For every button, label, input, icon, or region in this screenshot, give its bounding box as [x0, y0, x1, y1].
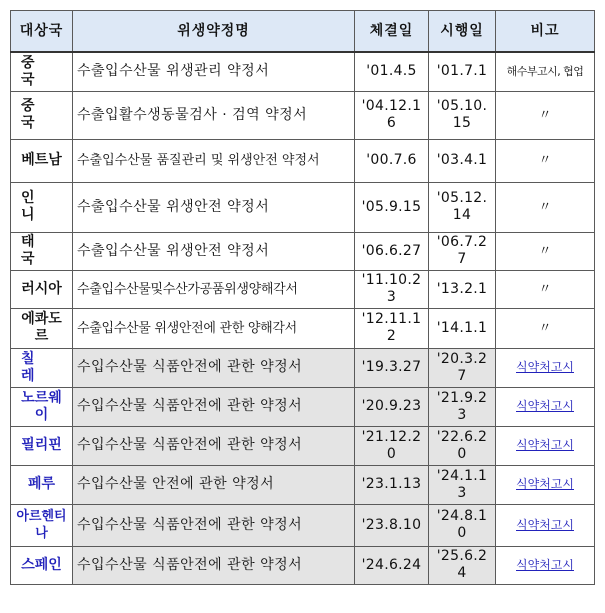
agreement-name-cell: 수출입활수생동물검사 · 검역 약정서 [73, 91, 355, 139]
note-cell: 해수부고시, 협업 [496, 52, 595, 91]
signed-date-cell: '23.8.10 [355, 504, 429, 546]
note-link[interactable]: 식약처고시 [496, 348, 595, 387]
note-link[interactable]: 식약처고시 [496, 387, 595, 426]
effective-date-cell: '13.2.1 [429, 270, 496, 308]
country-cell: 인 니 [11, 182, 73, 232]
effective-date-cell: '25.6.24 [429, 546, 496, 584]
table-row [11, 546, 595, 584]
signed-date-cell: '00.7.6 [355, 139, 429, 182]
table-row [11, 182, 595, 232]
agreement-name-cell: 수입수산물 안전에 관한 약정서 [73, 465, 355, 504]
signed-date-cell: '24.6.24 [355, 546, 429, 584]
table-row [11, 91, 595, 139]
table-row [11, 426, 595, 465]
agreement-name-cell: 수출입수산물 품질관리 및 위생안전 약정서 [73, 139, 355, 182]
table-row [11, 465, 595, 504]
effective-date-cell: '05.12.14 [429, 182, 496, 232]
effective-date-cell: '24.1.13 [429, 465, 496, 504]
country-cell: 중 국 [11, 52, 73, 91]
agreement-name-cell: 수출입수산물 위생안전에 관한 양해각서 [73, 308, 355, 348]
table-row [11, 348, 595, 387]
signed-date-cell: '05.9.15 [355, 182, 429, 232]
header-signed-date: 체결일 [355, 11, 429, 53]
signed-date-cell: '11.10.23 [355, 270, 429, 308]
note-cell: 〃 [496, 91, 595, 139]
header-country: 대상국 [11, 11, 73, 53]
table-row [11, 387, 595, 426]
country-cell: 페루 [11, 465, 73, 504]
country-cell: 베트남 [11, 139, 73, 182]
table-row [11, 232, 595, 270]
effective-date-cell: '05.10.15 [429, 91, 496, 139]
signed-date-cell: '06.6.27 [355, 232, 429, 270]
signed-date-cell: '20.9.23 [355, 387, 429, 426]
note-cell: 〃 [496, 232, 595, 270]
country-cell: 아르헨티나 [11, 504, 73, 546]
header-agreement-name: 위생약정명 [73, 11, 355, 53]
header-effective-date: 시행일 [429, 11, 496, 53]
effective-date-cell: '06.7.27 [429, 232, 496, 270]
note-link[interactable]: 식약처고시 [496, 504, 595, 546]
agreement-name-cell: 수출입수산물 위생관리 약정서 [73, 52, 355, 91]
note-link[interactable]: 식약처고시 [496, 426, 595, 465]
effective-date-cell: '24.8.10 [429, 504, 496, 546]
effective-date-cell: '21.9.23 [429, 387, 496, 426]
hygiene-agreements-table [10, 10, 595, 585]
note-cell: 〃 [496, 308, 595, 348]
country-cell: 태 국 [11, 232, 73, 270]
country-cell: 러시아 [11, 270, 73, 308]
effective-date-cell: '14.1.1 [429, 308, 496, 348]
agreement-name-cell: 수입수산물 식품안전에 관한 약정서 [73, 387, 355, 426]
signed-date-cell: '21.12.20 [355, 426, 429, 465]
country-cell: 노르웨이 [11, 387, 73, 426]
signed-date-cell: '12.11.12 [355, 308, 429, 348]
table-row [11, 308, 595, 348]
country-cell: 칠 레 [11, 348, 73, 387]
agreement-name-cell: 수입수산물 식품안전에 관한 약정서 [73, 504, 355, 546]
agreement-name-cell: 수입수산물 식품안전에 관한 약정서 [73, 546, 355, 584]
agreement-name-cell: 수출입수산물 위생안전 약정서 [73, 232, 355, 270]
effective-date-cell: '22.6.20 [429, 426, 496, 465]
note-cell: 〃 [496, 182, 595, 232]
agreement-name-cell: 수출입수산물및수산가공품위생양해각서 [73, 270, 355, 308]
signed-date-cell: '19.3.27 [355, 348, 429, 387]
table-row [11, 504, 595, 546]
signed-date-cell: '01.4.5 [355, 52, 429, 91]
header-note: 비고 [496, 11, 595, 53]
note-cell: 〃 [496, 139, 595, 182]
agreement-name-cell: 수입수산물 식품안전에 관한 약정서 [73, 348, 355, 387]
effective-date-cell: '20.3.27 [429, 348, 496, 387]
header-row [11, 11, 595, 53]
effective-date-cell: '01.7.1 [429, 52, 496, 91]
agreement-name-cell: 수출입수산물 위생안전 약정서 [73, 182, 355, 232]
country-cell: 에콰도르 [11, 308, 73, 348]
table-row [11, 139, 595, 182]
note-link[interactable]: 식약처고시 [496, 465, 595, 504]
note-cell: 〃 [496, 270, 595, 308]
agreements-table-wrapper [10, 10, 595, 585]
table-row [11, 270, 595, 308]
effective-date-cell: '03.4.1 [429, 139, 496, 182]
signed-date-cell: '23.1.13 [355, 465, 429, 504]
note-link[interactable]: 식약처고시 [496, 546, 595, 584]
country-cell: 필리핀 [11, 426, 73, 465]
table-row [11, 52, 595, 91]
agreement-name-cell: 수입수산물 식품안전에 관한 약정서 [73, 426, 355, 465]
country-cell: 중 국 [11, 91, 73, 139]
country-cell: 스페인 [11, 546, 73, 584]
signed-date-cell: '04.12.16 [355, 91, 429, 139]
